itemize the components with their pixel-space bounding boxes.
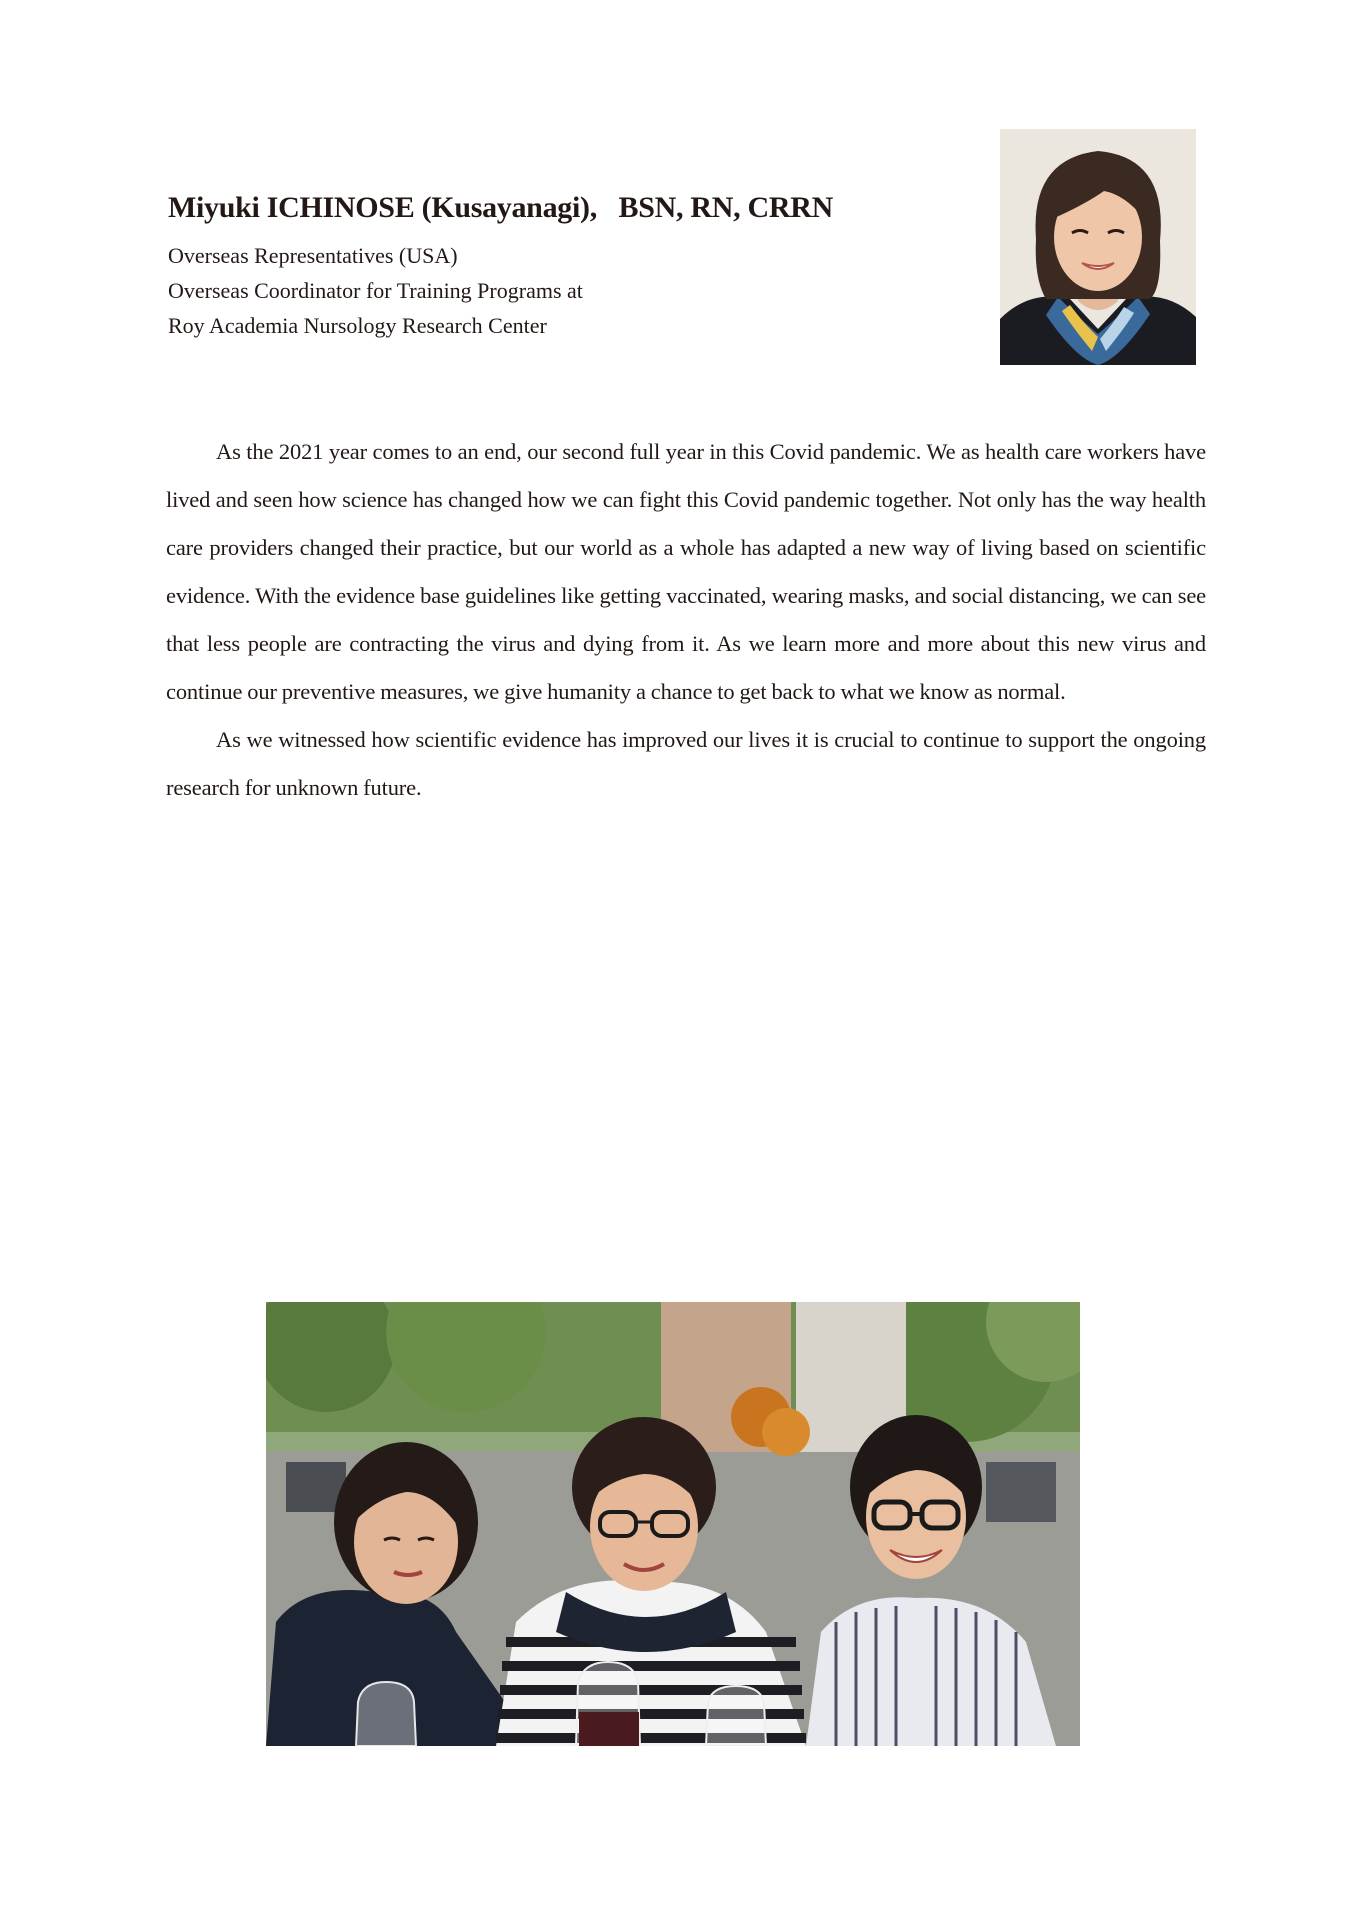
body-paragraph: As we witnessed how scientific evidence has improved our lives it is crucial to continue to support the ongoing research for unknown future.	[166, 727, 1206, 800]
group-photo	[266, 1302, 1080, 1746]
author-role-3: Roy Academia Nursology Research Center	[168, 313, 547, 338]
group-photo-illustration	[266, 1302, 1080, 1746]
portrait-illustration	[1000, 129, 1196, 365]
author-role-1: Overseas Representatives (USA)	[168, 243, 458, 268]
profile-header	[168, 190, 968, 343]
body-paragraph: As the 2021 year comes to an end, our second full year in this Covid pandemic. We as health care workers have lived and seen how science has changed how we can fight this Covid pandemic together. Not only has the way health care providers changed their practice, but our world as a whole has adapted a new way of living based on scientific evidence. With the evidence base guidelines like getting vaccinated, wearing masks, and social distancing, we can see that less people are contracting the virus and dying from it. As we learn more and more about this new virus and continue our preventive measures, we give humanity a chance to get back to what we know as normal.	[166, 439, 1206, 704]
author-role-2: Overseas Coordinator for Training Programs at	[168, 278, 583, 303]
author-name: Miyuki ICHINOSE (Kusayanagi), BSN, RN, CRRN	[168, 191, 833, 224]
author-portrait-photo	[1000, 129, 1196, 365]
article-body	[166, 428, 1206, 812]
